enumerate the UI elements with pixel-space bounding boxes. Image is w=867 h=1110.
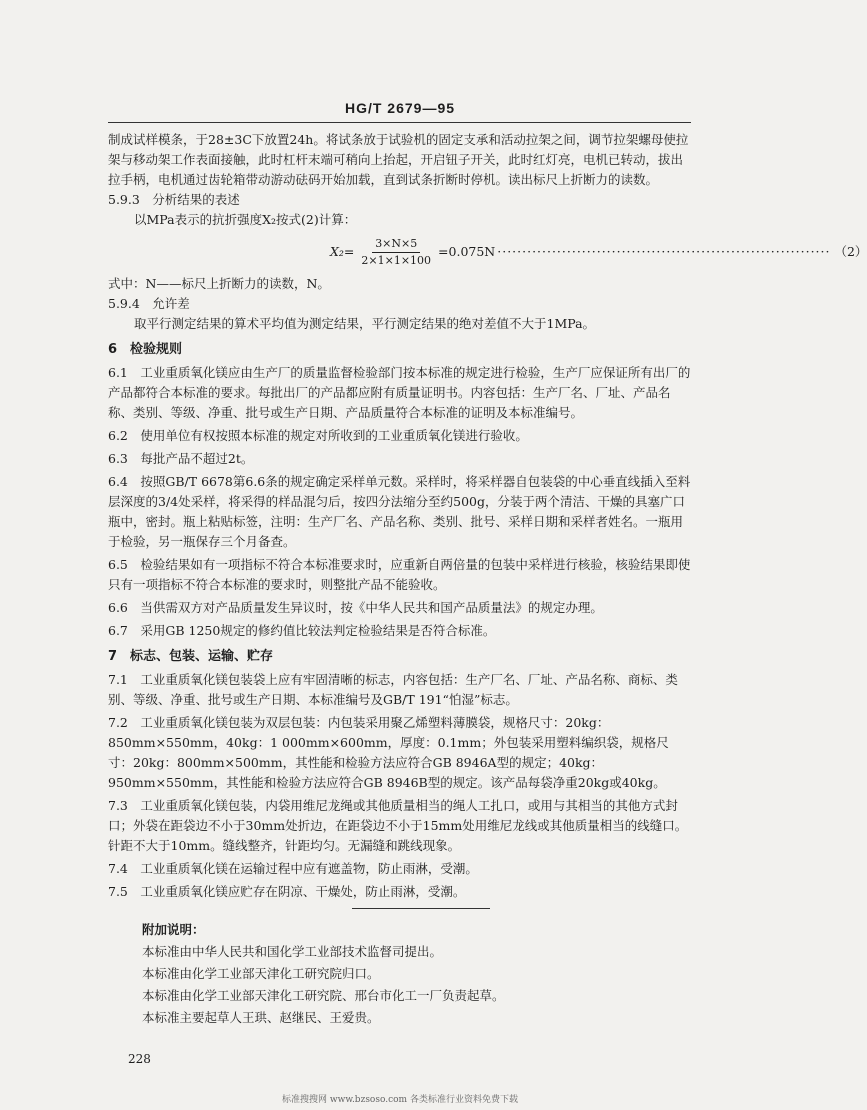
formula-leader-dots: ··································································· <box>497 244 831 259</box>
addendum <box>142 919 692 1029</box>
formula-denominator: 2×1×1×100 <box>361 253 432 267</box>
formula-lhs: X₂= <box>330 244 355 259</box>
formula-2 <box>330 232 867 272</box>
section-6-heading: 6 检验规则 <box>108 342 183 357</box>
addendum-line: 本标准由化学工业部天津化工研究院归口。 <box>142 966 380 981</box>
section-7-heading: 7 标志、包装、运输、贮存 <box>108 649 274 664</box>
clause-6-2: 6.2 使用单位有权按照本标准的规定对所收到的工业重质氧化镁进行验收。 <box>108 428 528 443</box>
clause-6-4: 6.4 按照GB/T 6678第6.6条的规定确定采样单元数。采样时，将采样器自包装袋的中心垂直线插入至料层深度的3/4处采样，将采得的样品混匀后，按四分法缩分至约500g，分装于两个清洁、干燥的具塞广口瓶中，密封。瓶上粘贴标签，注明：生产厂名、产品名称、类别、批号、采样日期和采样者姓名。一瓶用于检验，另一瓶保存三个月备查。 <box>108 474 691 549</box>
paragraph-5-9-4: 取平行测定结果的算术平均值为测定结果，平行测定结果的绝对差值不大于1MPa。 <box>134 316 596 331</box>
clause-7-3: 7.3 工业重质氧化镁包装，内袋用维尼龙绳或其他质量相当的绳人工扎口，或用与其相当的其他方式封口；外袋在距袋边不小于30mm处折边，在距袋边不小于15mm处用维尼龙线或其他质量相当的线缝口。针距不大于10mm。缝线整齐，针距均匀。无漏缝和跳线现象。 <box>108 798 688 853</box>
equation-number: （2） <box>834 244 867 259</box>
standard-header: HG/T 2679—95 <box>344 100 456 116</box>
addendum-line: 本标准由化学工业部天津化工研究院、邢台市化工一厂负责起草。 <box>142 988 505 1003</box>
formula-where: 式中：N——标尺上折断力的读数，N。 <box>108 276 330 291</box>
heading-5-9-3: 5.9.3 分析结果的表述 <box>108 192 240 207</box>
clause-7-4: 7.4 工业重质氧化镁在运输过程中应有遮盖物，防止雨淋，受潮。 <box>108 861 478 876</box>
clause-7-1: 7.1 工业重质氧化镁包装袋上应有牢固清晰的标志，内容包括：生产厂名、厂址、产品名称、商标、类别、等级、净重、批号或生产日期、本标准编号及GB/T 191“怕湿”标志。 <box>108 672 678 707</box>
page-number: 228 <box>128 1052 151 1066</box>
footer-watermark: 标准搜搜网 www.bzsoso.com 各类标准行业资料免费下载 <box>282 1095 518 1105</box>
formula-numerator: 3×N×5 <box>372 237 420 253</box>
addendum-line: 本标准由中华人民共和国化学工业部技术监督司提出。 <box>142 944 443 959</box>
clause-7-2: 7.2 工业重质氧化镁包装为双层包装：内包装采用聚乙烯塑料薄膜袋，规格尺寸：20kg：850mm×550mm，40kg：1 000mm×600mm，厚度：0.1mm；外包装采用塑料编织袋，规格尺寸：20kg：800mm×500mm，其性能和检验方法应符合GB 8946A型的规定；40kg：950mm×550mm，其性能和检验方法应符合GB 8946B型的规定。该产品每袋净重20kg或40kg。 <box>108 715 669 790</box>
clause-6-3: 6.3 每批产品不超过2t。 <box>108 451 254 466</box>
addendum-separator <box>352 908 490 909</box>
header-rule <box>108 122 691 123</box>
heading-5-9-4: 5.9.4 允许差 <box>108 296 190 311</box>
clause-6-6: 6.6 当供需双方对产品质量发生异议时，按《中华人民共和国产品质量法》的规定办理。 <box>108 600 603 615</box>
addendum-title: 附加说明： <box>142 922 205 937</box>
formula-fraction <box>358 237 434 268</box>
formula-rhs: =0.075N <box>438 244 496 259</box>
clause-6-1: 6.1 工业重质氧化镁应由生产厂的质量监督检验部门按本标准的规定进行检验，生产厂应保证所有出厂的产品都符合本标准的要求。每批出厂的产品都应附有质量证明书。内容包括：生产厂名、厂址、产品名称、类别、等级、净重、批号或生产日期、产品质量符合本标准的证明及本标准编号。 <box>108 365 691 420</box>
addendum-line: 本标准主要起草人王珙、赵继民、王爱贵。 <box>142 1010 380 1025</box>
formula-intro: 以MPa表示的抗折强度X₂按式(2)计算： <box>134 212 357 227</box>
body-content <box>108 130 867 902</box>
paragraph-593-continued: 制成试样模条，于28±3C下放置24h。将试条放于试验机的固定支承和活动拉架之间，调节拉架螺母使拉架与移动架工作表面接触，此时杠杆末端可稍向上抬起，开启钮子开关，此时红灯亮，电机已转动，拔出拉手柄，电机通过齿轮箱带动游动砝码开始加载，直到试条折断时停机。读出标尺上折断力的读数。 <box>108 132 689 187</box>
clause-6-7: 6.7 采用GB 1250规定的修约值比较法判定检验结果是否符合标准。 <box>108 623 496 638</box>
clause-6-5: 6.5 检验结果如有一项指标不符合本标准要求时，应重新自两倍量的包装中采样进行核验，核验结果即使只有一项指标不符合本标准的要求时，则整批产品不能验收。 <box>108 557 691 592</box>
clause-7-5: 7.5 工业重质氧化镁应贮存在阴凉、干燥处，防止雨淋，受潮。 <box>108 884 466 899</box>
